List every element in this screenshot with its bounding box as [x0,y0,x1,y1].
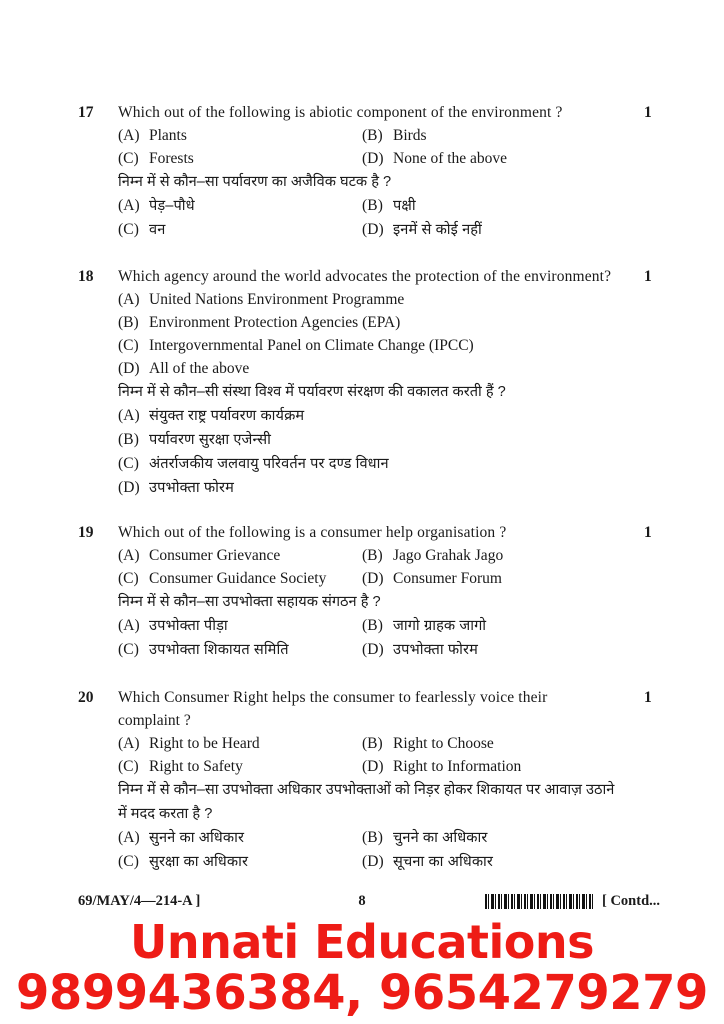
option-tag: (A) [118,197,140,214]
question-17-option-c[interactable] [118,147,194,170]
option-label: Environment Protection Agencies (EPA) [149,314,401,331]
question-19-hindi-options-row-2 [78,638,668,662]
option-tag: (C) [118,641,139,658]
option-label: Right to Choose [393,735,494,752]
question-17-option-d[interactable] [362,147,507,170]
question-18-hindi-option-b[interactable] [118,428,271,452]
question-19-marks: 1 [644,524,652,541]
question-18-hindi-text: निम्न में से कौन–सी संस्था विश्व में पर्यावरण संरक्षण की वकालत करती हैं ? [118,384,506,400]
question-18-english-option-c-row [78,334,668,357]
question-19-hindi-options-row-1 [78,614,668,638]
paper-code: 69/MAY/4—214-A ] [78,893,201,909]
question-17-hindi-text: निम्न में से कौन–सा पर्यावरण का अजैविक घटक है ? [118,174,392,190]
question-block-19 [78,521,668,662]
option-tag: (D) [362,641,384,658]
option-label: पर्यावरण सुरक्षा एजेन्सी [149,432,271,448]
option-tag: (D) [362,150,384,167]
question-18-option-b[interactable] [118,311,400,334]
question-20-stem-row [78,686,668,709]
option-tag: (C) [118,150,139,167]
question-17-option-b[interactable] [362,124,427,147]
question-20-number: 20 [78,689,94,706]
option-tag: (B) [362,617,383,634]
option-label: सुनने का अधिकार [149,830,245,846]
option-label: उपभोक्ता शिकायत समिति [149,642,289,658]
option-label: Plants [149,127,187,144]
option-tag: (C) [118,853,139,870]
option-tag: (C) [118,758,139,775]
question-18-english-option-d-row [78,357,668,380]
question-17-english-text: Which out of the following is abiotic component of the environment ? [118,104,563,121]
question-18-hindi-option-b-row [78,428,668,452]
question-20-english-text: Which Consumer Right helps the consumer to fearlessly voice their [118,689,548,706]
option-tag: (B) [362,829,383,846]
question-20-option-d[interactable] [362,755,521,778]
option-tag: (A) [118,407,140,424]
option-label: All of the above [149,360,250,377]
question-19-option-d[interactable] [362,567,502,590]
page-number: 8 [358,893,366,909]
option-label: Consumer Guidance Society [149,570,327,587]
question-19-english-options-row-2 [78,567,668,590]
question-20-option-c[interactable] [118,755,243,778]
question-17-hindi-option-d[interactable] [362,218,482,242]
option-tag: (A) [118,617,140,634]
question-20-hindi-stem-row [78,778,668,802]
option-tag: (A) [118,547,140,564]
question-18-option-d[interactable] [118,357,249,380]
option-label: जागो ग्राहक जागो [393,618,487,634]
option-tag: (B) [362,735,383,752]
question-17-hindi-options-row-2 [78,218,668,242]
question-19-option-c[interactable] [118,567,326,590]
option-tag: (C) [118,337,139,354]
option-label: पक्षी [393,198,416,214]
option-label: None of the above [393,150,508,167]
option-label: Right to be Heard [149,735,260,752]
option-label: उपभोक्ता फोरम [393,642,478,658]
question-block-18 [78,265,668,500]
question-18-english-option-b-row [78,311,668,334]
option-tag: (B) [362,547,383,564]
option-tag: (D) [118,360,140,377]
question-20-option-a[interactable] [118,732,260,755]
question-19-hindi-option-b[interactable] [362,614,486,638]
option-label: Jago Grahak Jago [393,547,504,564]
question-20-hindi-text: निम्न में से कौन–सा उपभोक्ता अधिकार उपभोक्ताओं को निड़र होकर शिकायत पर आवाज़ उठाने [118,782,615,798]
question-20-hindi-stem-row-2 [78,802,668,826]
question-19-option-b[interactable] [362,544,503,567]
option-label: United Nations Environment Programme [149,291,405,308]
question-17-option-a[interactable] [118,124,187,147]
question-19-hindi-text: निम्न में से कौन–सा उपभोक्ता सहायक संगठन है ? [118,594,381,610]
question-18-english-text: Which agency around the world advocates the protection of the environment? [118,268,612,285]
question-20-hindi-option-b[interactable] [362,826,487,850]
option-label: सुरक्षा का अधिकार [149,854,249,870]
option-tag: (D) [362,221,384,238]
option-tag: (B) [362,197,383,214]
question-18-hindi-stem-row [78,380,668,404]
question-18-option-a[interactable] [118,288,404,311]
option-label: उपभोक्ता पीड़ा [149,618,228,634]
option-tag: (D) [362,570,384,587]
option-tag: (A) [118,829,140,846]
question-17-number: 17 [78,104,94,121]
question-20-hindi-options-row-1 [78,826,668,850]
option-label: Birds [393,127,427,144]
question-19-english-text: Which out of the following is a consumer help organisation ? [118,524,507,541]
continued-label: [ Contd... [602,893,661,909]
option-tag: (A) [118,291,140,308]
watermark-phone-numbers: 9899436384, 9654279279 [16,965,708,1021]
question-20-hindi-text-line2: में मदद करता है ? [118,806,213,822]
question-20-hindi-options-row-2 [78,850,668,874]
option-tag: (D) [362,853,384,870]
option-tag: (B) [362,127,383,144]
question-17-stem-row [78,101,668,124]
question-19-stem-row [78,521,668,544]
option-tag: (A) [118,735,140,752]
question-18-hindi-option-c[interactable] [118,452,389,476]
question-20-english-options-row-2 [78,755,668,778]
question-17-english-options-row-1 [78,124,668,147]
question-20-hindi-option-c[interactable] [118,850,248,874]
option-tag: (B) [118,314,139,331]
question-block-17 [78,101,668,242]
question-17-hindi-option-c[interactable] [118,218,165,242]
question-19-option-a[interactable] [118,544,280,567]
page-footer [0,893,724,915]
question-18-option-c[interactable] [118,334,474,357]
option-tag: (C) [118,455,139,472]
option-tag: (D) [362,758,384,775]
question-19-hindi-option-a[interactable] [118,614,228,638]
question-17-hindi-option-b[interactable] [362,194,416,218]
question-19-number: 19 [78,524,94,541]
question-20-hindi-option-a[interactable] [118,826,244,850]
question-20-marks: 1 [644,689,652,706]
option-label: इनमें से कोई नहीं [393,222,482,238]
question-18-number: 18 [78,268,94,285]
question-17-hindi-options-row-1 [78,194,668,218]
option-label: Right to Safety [149,758,243,775]
question-19-hindi-option-d[interactable] [362,638,478,662]
question-17-marks: 1 [644,104,652,121]
question-17-english-options-row-2 [78,147,668,170]
option-label: Intergovernmental Panel on Climate Change (IPCC) [149,337,474,354]
question-20-stem-row-2 [78,709,668,732]
question-19-hindi-stem-row [78,590,668,614]
barcode-icon [485,894,595,909]
option-tag: (B) [118,431,139,448]
question-18-hindi-option-d[interactable] [118,476,234,500]
option-tag: (C) [118,570,139,587]
question-18-hindi-option-c-row [78,452,668,476]
option-label: Right to Information [393,758,522,775]
question-block-20 [78,686,668,874]
question-18-stem-row [78,265,668,288]
question-18-marks: 1 [644,268,652,285]
question-18-hindi-option-d-row [78,476,668,500]
option-label: Forests [149,150,194,167]
question-19-english-options-row-1 [78,544,668,567]
question-18-english-option-a-row [78,288,668,311]
option-label: पेड़–पौधे [149,198,195,214]
option-label: Consumer Forum [393,570,502,587]
option-label: वन [149,222,166,238]
option-label: उपभोक्ता फोरम [149,480,234,496]
option-tag: (D) [118,479,140,496]
question-20-option-b[interactable] [362,732,494,755]
question-17-hindi-option-a[interactable] [118,194,195,218]
option-label: सूचना का अधिकार [393,854,493,870]
footer-right-group [485,893,660,910]
option-label: संयुक्त राष्ट्र पर्यावरण कार्यक्रम [149,408,305,424]
question-18-hindi-option-a[interactable] [118,404,304,428]
question-20-english-options-row-1 [78,732,668,755]
option-label: चुनने का अधिकार [393,830,488,846]
option-label: Consumer Grievance [149,547,281,564]
option-tag: (A) [118,127,140,144]
watermark-institute-name: Unnati Educations [129,915,595,969]
question-18-hindi-option-a-row [78,404,668,428]
question-19-hindi-option-c[interactable] [118,638,289,662]
question-20-hindi-option-d[interactable] [362,850,493,874]
question-20-english-text-line2: complaint ? [118,712,191,729]
question-17-hindi-stem-row [78,170,668,194]
option-label: अंतर्राजकीय जलवायु परिवर्तन पर दण्ड विधान [149,456,389,472]
option-tag: (C) [118,221,139,238]
